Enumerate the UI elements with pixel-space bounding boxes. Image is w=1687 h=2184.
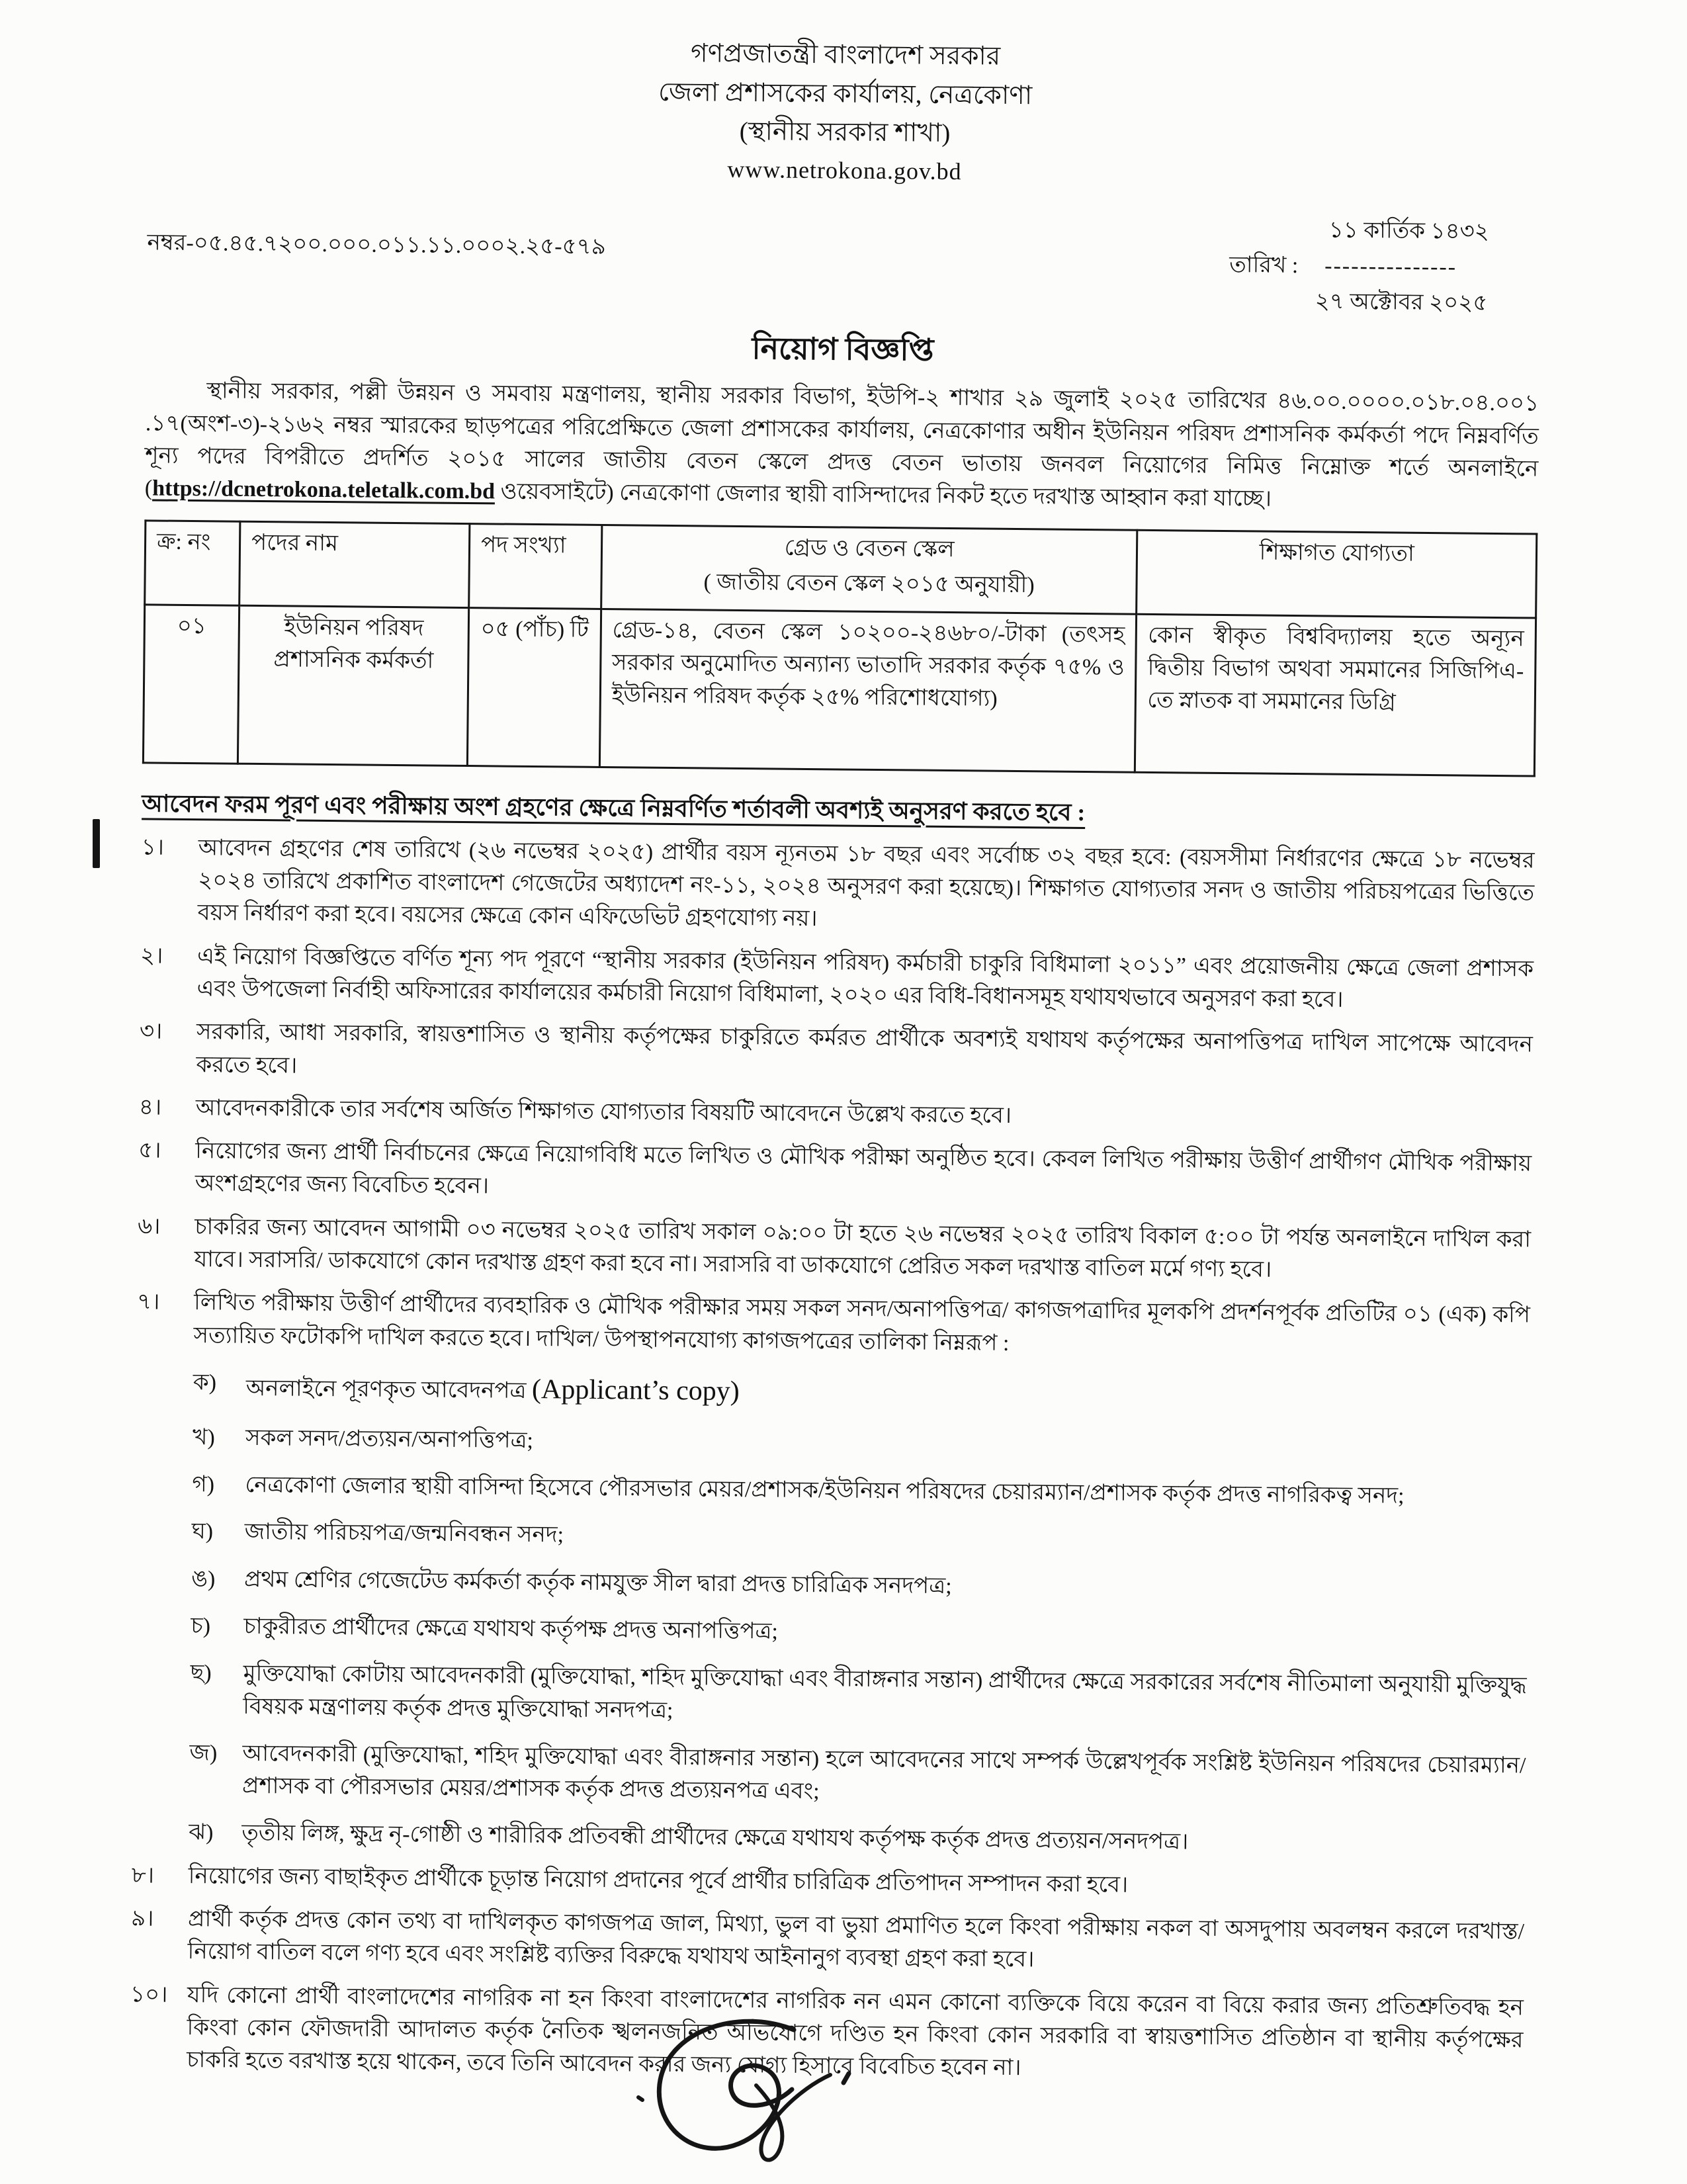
condition-item-7 — [132, 1286, 1530, 1862]
condition-text: নিয়োগের জন্য বাছাইকৃত প্রার্থীকে চূড়ান্ত নিয়োগ প্রদানের পূর্বে প্রার্থীর চারিত্রিক প্রতিপাদন সম্পাদন করা হবে। — [188, 1863, 1129, 1898]
condition-body — [189, 1286, 1530, 1862]
sublist-text-bn: অনলাইনে পূরণকৃত আবেদনপত্র — [245, 1376, 533, 1403]
cell-post-name: ইউনিয়ন পরিষদ প্রশাসনিক কর্মকর্তা — [238, 605, 468, 765]
table-row — [143, 604, 1536, 775]
condition-item-6 — [137, 1210, 1531, 1289]
sublist-label: ক) — [193, 1370, 217, 1395]
condition-number: ৬। — [137, 1213, 161, 1239]
header-post-count: পদ সংখ্যা — [469, 523, 602, 609]
cell-post-count: ০৫ (পাঁচ) টি — [467, 607, 601, 767]
sublist-item-ga — [192, 1468, 1528, 1514]
condition-text: যদি কোনো প্রার্থী বাংলাদেশের নাগরিক না হন কিংবা বাংলাদেশের নাগরিক নন এমন কোনো ব্যক্তিকে বিয়ে করেন বা বিয়ে করার জন্য প্রতিশ্রুতিবদ্ধ হন কিংবা কোন ফৌজদারী আদালত কর্তৃক নৈতিক স্খলনজনিত অভিযোগে দণ্ডিত হন কিংবা কোন সরকারি বা স্বায়ত্তশাসিত প্রতিষ্ঠান বা স্থানীয় কর্তৃপক্ষের চাকরি হতে বরখাস্ত হয়ে থাকেন, তবে তিনি আবেদন করার জন্য যোগ্য হিসাবে বিবেচিত হবেন না। — [186, 1982, 1524, 2081]
cell-serial: ০১ — [143, 604, 239, 763]
sublist-item-ka — [193, 1366, 1530, 1419]
memo-row — [146, 201, 1540, 322]
date-dashed-line: --------------- — [1324, 253, 1457, 280]
condition-text: চাকরির জন্য আবেদন আগামী ০৩ নভেম্বর ২০২৫ তারিখ সকাল ০৯:০০ টা হতে ২৬ নভেম্বর ২০২৫ তারিখ বিকাল ৫:০০ টা পর্যন্ত অনলাইনে দাখিল করা যাবে। সরাসরি/ ডাকযোগে কোন দরখাস্ত গ্রহণ করা হবে না। সরাসরি বা ডাকযোগে প্রেরিত সকল দরখাস্ত বাতিল মর্মে গণ্য হবে। — [194, 1214, 1532, 1282]
condition-number: ৫। — [138, 1138, 161, 1163]
conditions-heading: আবেদন ফরম পূরণ এবং পরীক্ষায় অংশ গ্রহণের ক্ষেত্রে নিম্নবর্ণিত শর্তাবলী অবশ্যই অনুসরণ করতে হবে : — [142, 789, 1086, 826]
sublist-text: চাকুরীরত প্রার্থীদের ক্ষেত্রে যথাযথ কর্তৃপক্ষ প্রদত্ত অনাপত্তিপত্র; — [243, 1614, 779, 1644]
sublist-item-ja — [189, 1737, 1526, 1815]
memo-number: নম্বর-০৫.৪৫.৭২০০.০০০.০১১.১১.০০০২.২৫-৫৭৯ — [147, 230, 606, 259]
office-name: জেলা প্রশাসকের কার্যালয়, নেত্রকোণা — [658, 77, 1033, 110]
header-grade-line1: গ্রেড ও বেতন স্কেল — [784, 535, 955, 562]
condition-text: সরকারি, আধা সরকারি, স্বায়ত্তশাসিত ও স্থানীয় কর্তৃপক্ষের চাকুরিতে কর্মরত প্রার্থীকে অবশ্যই যথাযথ কর্তৃপক্ষের অনাপত্তিপত্র দাখিল সাপেক্ষে আবেদন করতে হবে। — [196, 1020, 1534, 1078]
condition-text: প্রার্থী কর্তৃক প্রদত্ত কোন তথ্য বা দাখিলকৃত কাগজপত্র জাল, মিথ্যা, ভুল বা ভুয়া প্রমাণিত হলে কিংবা পরীক্ষায় নকল বা অসদুপায় অবলম্বন করলে দরখাস্ত/নিয়োগ বাতিল বলে গণ্য হবে এবং সংশ্লিষ্ট ব্যক্তির বিরুদ্ধে যথাযথ আইনানুগ ব্যবস্থা গ্রহণ করা হবে। — [187, 1907, 1525, 1972]
sublist-label: জ) — [189, 1740, 218, 1766]
condition-number: ১০। — [130, 1982, 168, 2007]
sublist-text: প্রথম শ্রেণির গেজেটেড কর্মকর্তা কর্তৃক নামযুক্ত সীল দ্বারা প্রদত্ত চারিত্রিক সনদপত্র; — [243, 1567, 952, 1598]
condition-number: ২। — [140, 943, 163, 969]
condition-text: নিয়োগের জন্য প্রার্থী নির্বাচনের ক্ষেত্রে নিয়োগবিধি মতে লিখিত ও মৌখিক পরীক্ষা অনুষ্ঠিত হবে। কেবল লিখিত পরীক্ষায় উত্তীর্ণ প্রার্থীগণ মৌখিক পরীক্ষায় অংশগ্রহণের জন্য বিবেচিত হবেন। — [195, 1139, 1532, 1199]
date-gregorian: ২৭ অক্টোবর ২০২৫ — [1315, 289, 1488, 316]
condition-item-2 — [140, 939, 1534, 1018]
cell-grade: গ্রেড-১৪, বেতন স্কেল ১০২০০-২৪৬৮০/-টাকা (তৎসহ সরকার অনুমোদিত অন্যান্য ভাতাদি সরকার কর্তৃক ৭৫% ও ইউনিয়ন পরিষদ কর্তৃক ২৫% পরিশোধযোগ্য) — [599, 609, 1137, 772]
condition-item-4 — [139, 1091, 1532, 1137]
sublist-text — [246, 1367, 1530, 1420]
header-qualification: শিক্ষাগত যোগ্যতা — [1137, 530, 1537, 618]
condition-item-3 — [139, 1016, 1533, 1094]
sublist-text: আবেদনকারী (মুক্তিযোদ্ধা, শহিদ মুক্তিযোদ্ধা এবং বীরাঙ্গনার সন্তান) হলে আবেদনের সাথে সম্পর্ক উল্লেখপূর্বক সংশ্লিষ্ট ইউনিয়ন পরিষদের চেয়ারম্যান/প্রশাসক বা পৌরসভার মেয়র/প্রশাসক কর্তৃক প্রদত্ত প্রত্যয়নপত্র এবং; — [241, 1741, 1526, 1804]
applicants-copy-label: (Applicant’s copy) — [531, 1374, 740, 1407]
header-post-name: পদের নাম — [239, 521, 470, 607]
application-website-url: https://dcnetrokona.teletalk.com.bd — [152, 476, 496, 504]
handwritten-signature — [625, 2011, 910, 2177]
sublist-label: খ) — [192, 1424, 215, 1450]
sublist-item-uma — [191, 1563, 1528, 1608]
condition-item-9 — [130, 1902, 1524, 1981]
sublist-text: জাতীয় পরিচয়পত্র/জন্মনিবন্ধন সনদ; — [244, 1520, 564, 1548]
conditions-list — [130, 831, 1535, 2089]
condition-number: ৮। — [131, 1862, 155, 1888]
documents-sublist — [189, 1366, 1530, 1862]
header-serial: ক্র: নং — [145, 520, 240, 605]
cell-qualification: কোন স্বীকৃত বিশ্ববিদ্যালয় হতে অন্যূন দ্বিতীয় বিভাগ অথবা সমমানের সিজিপিএ-তে স্নাতক বা সমমানের ডিগ্রি — [1135, 614, 1536, 776]
condition-text: আবেদন গ্রহণের শেষ তারিখে (২৬ নভেম্বর ২০২৫) প্রার্থীর বয়স ন্যূনতম ১৮ বছর এবং সর্বোচ্চ ৩২ বছর হবে: (বয়সসীমা নির্ধারণের ক্ষেত্রে ১৮ নভেম্বর ২০২৪ তারিখে প্রকাশিত বাংলাদেশ গেজেটের অধ্যাদেশ নং-১১, ২০২৪ অনুসরণ করা হয়েছে)। শিক্ষাগত যোগ্যতার সনদ ও জাতীয় পরিচয়পত্রের ভিত্তিতে বয়স নির্ধারণ করা হবে। বয়সের ক্ষেত্রে কোন এফিডেভিট গ্রহণযোগ্য নয়। — [197, 835, 1535, 932]
sublist-text: মুক্তিযোদ্ধা কোটায় আবেদনকারী (মুক্তিযোদ্ধা, শহিদ মুক্তিযোদ্ধা এবং বীরাঙ্গনার সন্তান) প্রার্থীদের ক্ষেত্রে সরকারের সর্বশেষ নীতিমালা অনুযায়ী মুক্তিযুদ্ধ বিষয়ক মন্ত্রণালয় কর্তৃক প্রদত্ত মুক্তিযোদ্ধা সনদপত্র; — [243, 1661, 1527, 1723]
condition-number: ৪। — [138, 1095, 162, 1120]
sublist-item-kha — [193, 1421, 1529, 1467]
condition-text: এই নিয়োগ বিজ্ঞপ্তিতে বর্ণিত শূন্য পদ পূরণে “স্থানীয় সরকার (ইউনিয়ন পরিষদ) কর্মচারী চাকুরি বিধিমালা ২০১১” এবং প্রয়োজনীয় ক্ষেত্রে জেলা প্রশাসক এবং উপজেলা নির্বাহী অফিসারের কার্যালয়ের কর্মচারী নিয়োগ বিধিমালা, ২০২০ এর বিধি-বিধানসমূহ যথাযথভাবে অনুসরণ করা হবে। — [196, 943, 1534, 1012]
sublist-label: চ) — [191, 1614, 211, 1639]
sublist-label: ঝ) — [189, 1820, 214, 1845]
sublist-text: সকল সনদ/প্রত্যয়ন/অনাপত্তিপত্র; — [245, 1425, 534, 1453]
date-bangla: ১১ কার্তিক ১৪৩২ — [1328, 218, 1490, 244]
header-grade — [601, 525, 1137, 614]
table-header-row — [145, 520, 1537, 617]
sublist-item-gha — [192, 1515, 1528, 1561]
condition-number: ১। — [141, 835, 165, 860]
notice-title: নিয়োগ বিজ্ঞপ্তি — [752, 331, 934, 367]
condition-text: লিখিত পরীক্ষায় উত্তীর্ণ প্রার্থীদের ব্যবহারিক ও মৌখিক পরীক্ষার সময় সকল সনদ/অনাপত্তিপত্র/ কাগজপত্রাদির মূলকপি প্রদর্শনপূর্বক প্রতিটির ০১ (এক) কপি সত্যায়িত ফটোকপি দাখিল করতে হবে। দাখিল/ উপস্থাপনযোগ্য কাগজপত্রের তালিকা নিম্নরূপ : — [193, 1290, 1531, 1356]
vacancy-table — [142, 519, 1537, 777]
sublist-text: তৃতীয় লিঙ্গ, ক্ষুদ্র নৃ-গোষ্ঠী ও শারীরিক প্রতিবন্ধী প্রার্থীদের ক্ষেত্রে যথাযথ কর্তৃপক্ষ কর্তৃক প্রদত্ত প্রত্যয়ন/সনদপত্র। — [241, 1821, 1189, 1855]
sublist-item-chha — [190, 1657, 1527, 1735]
sublist-label: ঙ) — [191, 1566, 216, 1592]
sublist-label: ঘ) — [191, 1519, 214, 1544]
header-grade-line2: ( জাতীয় বেতন স্কেল ২০১৫ অনুযায়ী) — [703, 570, 1035, 598]
sublist-item-cha — [191, 1610, 1527, 1655]
letterhead — [148, 29, 1542, 195]
condition-number: ৯। — [130, 1906, 154, 1931]
sublist-label: ছ) — [190, 1661, 212, 1686]
condition-item-8 — [132, 1859, 1525, 1905]
branch-name: (স্থানীয় সরকার শাখা) — [739, 116, 951, 148]
government-name: গণপ্রজাতন্ত্রী বাংলাদেশ সরকার — [690, 39, 1001, 71]
condition-number: ৩। — [139, 1019, 163, 1044]
date-label: তারিখ : — [1229, 252, 1299, 278]
date-block — [1229, 212, 1541, 323]
condition-text: আবেদনকারীকে তার সর্বশেষ অর্জিত শিক্ষাগত যোগ্যতার বিষয়টি আবেদনে উল্লেখ করতে হবে। — [195, 1095, 1012, 1128]
condition-item-5 — [138, 1134, 1532, 1213]
condition-item-1 — [140, 831, 1534, 942]
scan-artifact-mark — [93, 819, 100, 868]
sublist-label: গ) — [192, 1472, 215, 1497]
office-website: www.netrokona.gov.bd — [727, 155, 962, 185]
condition-number: ৭। — [136, 1289, 160, 1315]
sublist-item-jha — [189, 1817, 1525, 1862]
sublist-text: নেত্রকোণা জেলার স্থায়ী বাসিন্দা হিসেবে পৌরসভার মেয়র/প্রশাসক/ইউনিয়ন পরিষদের চেয়ারম্যান/প্রশাসক কর্তৃক প্রদত্ত নাগরিকত্ব সনদ; — [245, 1472, 1405, 1508]
intro-text-2: ওয়েবসাইটে) নেত্রকোণা জেলার স্থায়ী বাসিন্দাদের নিকট হতে দরখাস্ত আহ্বান করা যাচ্ছে। — [494, 479, 1272, 511]
intro-text-1: স্থানীয় সরকার, পল্লী উন্নয়ন ও সমবায় মন্ত্রণালয়, স্থানীয় সরকার বিভাগ, ইউপি-২ শাখার ২৯ জুলাই ২০২৫ তারিখের ৪৬.০০.০০০০.০১৮.০৪.০০১ .১৭(অংশ-৩)-২১৬২ নম্বর স্মারকের ছাড়পত্রের পরিপ্রেক্ষিতে জেলা প্রশাসকের কার্যালয়, নেত্রকোণার অধীন ইউনিয়ন পরিষদ প্রশাসনিক কর্মকর্তা পদে নিম্নবর্ণিত শূন্য পদের বিপরীতে প্রদর্শিত ২০১৫ সালের জাতীয় বেতন স্কেলে প্রদত্ত বেতন ভাতায় জনবল নিয়োগের নিমিত্ত নিম্নোক্ত শর্তে অনলাইনে ( — [144, 378, 1539, 501]
intro-paragraph — [145, 374, 1539, 518]
